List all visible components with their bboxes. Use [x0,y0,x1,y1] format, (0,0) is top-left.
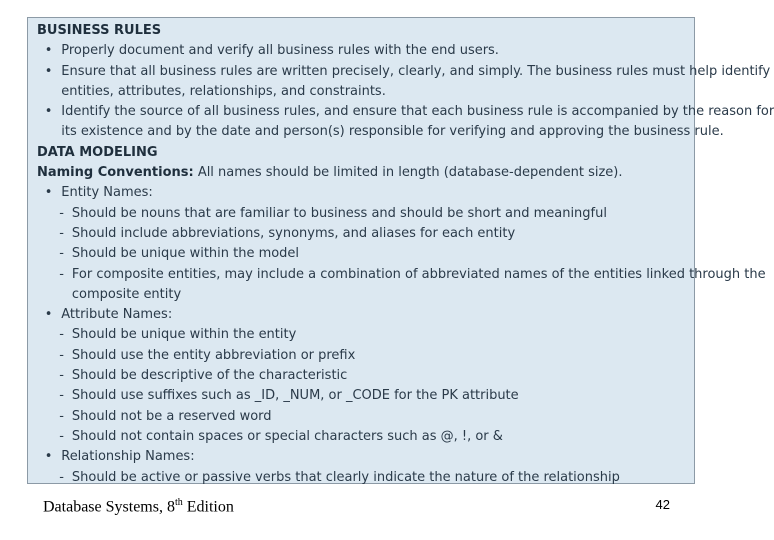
list-item: - Should be nouns that are familiar to business and should be short and meaningful [37,204,657,224]
bullet-icon: • [44,307,53,323]
checklist-panel [27,17,774,485]
dash-icon: - [59,246,65,262]
dash-icon: - [59,408,65,424]
naming-conventions: Naming Conventions: All names should be limited in length (database-dependent size). [37,165,623,181]
checklist-content [37,21,774,488]
list-item-continuation: its existence and by the date and person(s) responsible for verifying and approving the business rule. [61,124,724,140]
dash-icon: - [59,388,65,404]
naming-conventions-label: Naming Conventions: [37,165,194,181]
bullet-icon: • [44,63,53,79]
list-item: • Ensure that all business rules are written precisely, clearly, and simply. The business rules must help identify [37,62,657,82]
dash-icon: - [59,266,65,282]
list-item: - Should be unique within the entity [37,325,657,345]
dash-icon: - [59,428,65,444]
list-item: - Should use suffixes such as _ID, _NUM, or _CODE for the PK attribute [37,386,657,406]
list-item: - Should be descriptive of the characteristic [37,366,657,386]
book-title-footer: Database Systems, 8th Edition [43,497,234,516]
dash-icon: - [59,205,65,221]
list-item: - Should be active or passive verbs that clearly indicate the nature of the relationship [37,468,657,488]
list-item: - For composite entities, may include a combination of abbreviated names of the entities linked through the [37,265,657,285]
dash-icon: - [59,368,65,384]
page-number: 42 [655,497,670,512]
relationship-names-heading: • Relationship Names: [37,447,657,467]
data-modeling-heading: DATA MODELING [37,144,158,160]
bullet-icon: • [44,449,53,465]
dash-icon: - [59,327,65,343]
list-item: • Properly document and verify all business rules with the end users. [37,41,657,61]
attribute-names-heading: • Attribute Names: [37,305,657,325]
bullet-icon: • [44,43,53,59]
dash-icon: - [59,347,65,363]
list-item-continuation: entities, attributes, relationships, and constraints. [61,83,386,99]
list-item: - Should be unique within the model [37,244,657,264]
bullet-icon: • [44,104,53,120]
list-item: - Should not contain spaces or special characters such as @, !, or & [37,427,657,447]
dash-icon: - [59,469,65,485]
business-rules-heading: BUSINESS RULES [37,23,162,38]
dash-icon: - [59,225,65,241]
list-item: - Should not be a reserved word [37,407,657,427]
list-item: - Should use the entity abbreviation or prefix [37,346,657,366]
entity-names-heading: • Entity Names: [37,183,657,203]
bullet-icon: • [44,185,53,201]
list-item-continuation: composite entity [71,286,182,302]
list-item: • Identify the source of all business rules, and ensure that each business rule is accompanied by the reason for [37,102,657,122]
list-item: - Should include abbreviations, synonyms, and aliases for each entity [37,224,657,244]
